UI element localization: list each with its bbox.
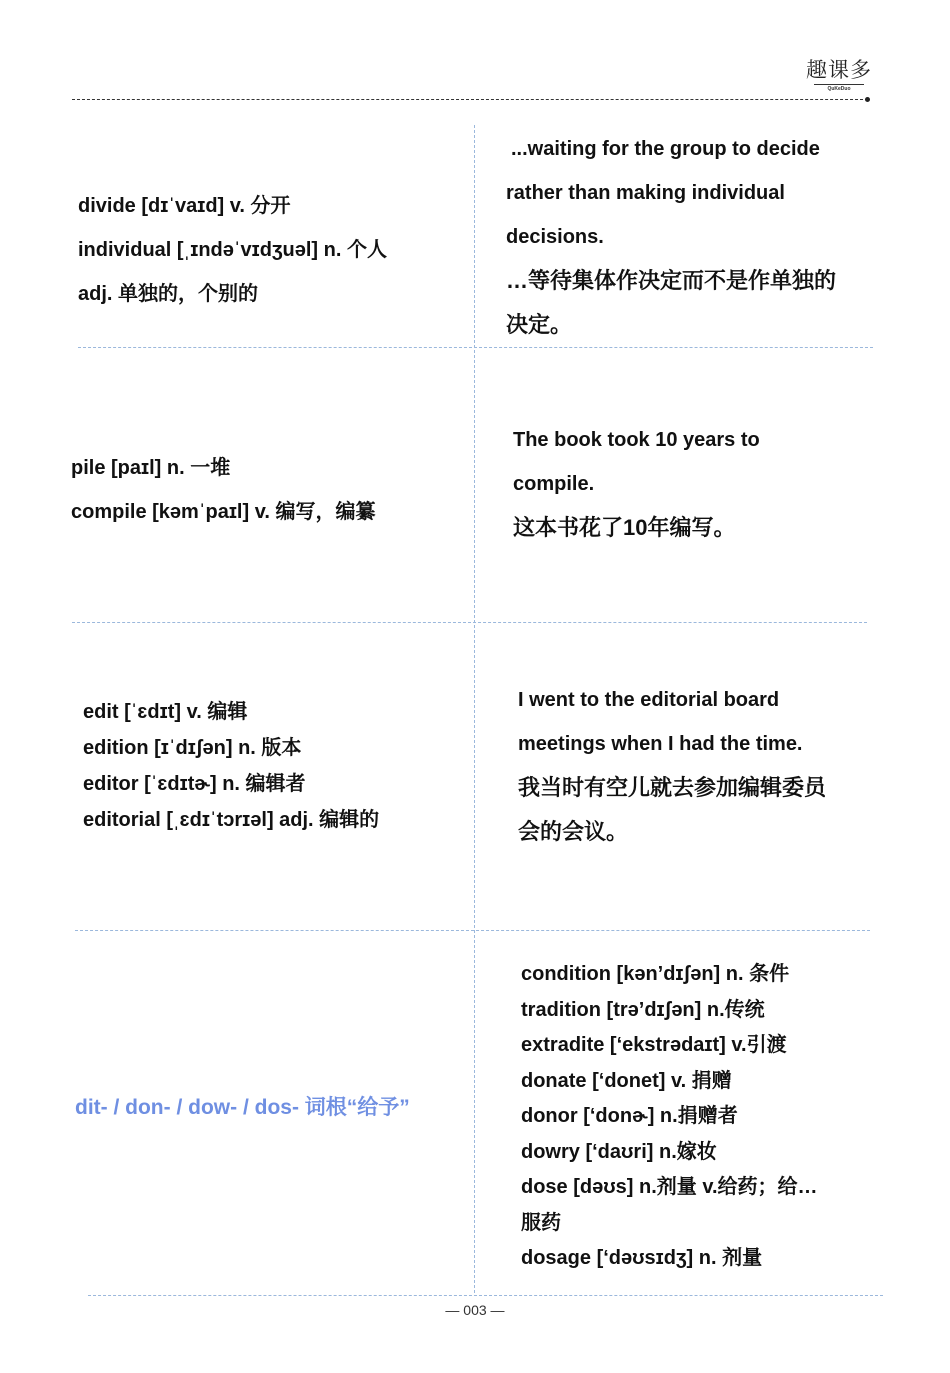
example-zh-line: 会的会议。 bbox=[518, 819, 629, 844]
card-3-words bbox=[83, 694, 379, 838]
vocab-entry: condition [kən’dɪʃən] n. 条件 bbox=[521, 963, 790, 985]
header-divider-end-dot bbox=[865, 97, 870, 102]
example-en-line: The book took 10 years to bbox=[513, 429, 760, 451]
vocab-entry: dose [dəʊs] n.剂量 v.给药；给… bbox=[521, 1176, 818, 1198]
row-divider-bottom bbox=[88, 1295, 883, 1296]
example-en-line: ...waiting for the group to decide bbox=[511, 138, 820, 160]
vocab-entry: 服药 bbox=[521, 1211, 561, 1234]
example-en-line: meetings when I had the time. bbox=[518, 733, 803, 755]
page-number: — 003 — bbox=[445, 1302, 505, 1318]
example-zh-line: …等待集体作决定而不是作单独的 bbox=[506, 268, 837, 293]
header-divider bbox=[72, 99, 868, 100]
card-2-example bbox=[513, 418, 760, 550]
brand-logo bbox=[806, 58, 872, 92]
vocab-entry: dosage [‘dəʊsɪdʒ] n. 剂量 bbox=[521, 1247, 763, 1269]
example-zh-line: 这本书花了10年编写。 bbox=[513, 515, 736, 540]
vocab-entry: donor [‘donɚ] n.捐赠者 bbox=[521, 1105, 738, 1127]
logo-mark: 趣课多 bbox=[806, 58, 872, 82]
row-divider-1 bbox=[78, 347, 873, 348]
example-en-line: I went to the editorial board bbox=[518, 689, 780, 711]
card-1-example bbox=[506, 127, 836, 347]
column-divider bbox=[474, 125, 475, 1293]
row-divider-3 bbox=[75, 930, 870, 931]
vocab-entry: pile [paɪl] n. 一堆 bbox=[71, 457, 231, 479]
vocab-entry: edition [ɪˈdɪʃən] n. 版本 bbox=[83, 737, 302, 759]
vocab-entry: editor [ˈɛdɪtɚ] n. 编辑者 bbox=[83, 773, 306, 795]
vocab-entry: donate [‘donet] v. 捐赠 bbox=[521, 1069, 732, 1092]
vocab-entry: individual [ˌɪndəˈvɪdʒuəl] n. 个人 bbox=[78, 239, 387, 261]
example-en-line: decisions. bbox=[506, 226, 604, 248]
vocab-entry: adj. 单独的，个别的 bbox=[78, 283, 259, 305]
example-zh-line: 我当时有空儿就去参加编辑委员 bbox=[518, 775, 827, 800]
example-en-line: rather than making individual bbox=[506, 182, 785, 204]
card-1-words bbox=[78, 184, 387, 316]
word-root-heading: dit- / don- / dow- / dos- 词根“给予” bbox=[75, 1096, 410, 1119]
vocab-entry: dowry [‘daʊri] n.嫁妆 bbox=[521, 1140, 717, 1163]
vocab-entry: extradite [‘ekstrədaɪt] v.引渡 bbox=[521, 1034, 787, 1056]
card-3-example bbox=[518, 678, 826, 854]
example-zh-line: 决定。 bbox=[506, 312, 573, 337]
vocab-entry: editorial [ˌɛdɪˈtɔrɪəl] adj. 编辑的 bbox=[83, 809, 380, 831]
vocab-entry: compile [kəmˈpaɪl] v. 编写，编纂 bbox=[71, 501, 376, 523]
card-2-words bbox=[71, 446, 375, 534]
logo-subtitle: QuKeDuo bbox=[814, 84, 864, 92]
card-4-words bbox=[521, 957, 818, 1277]
vocab-entry: divide [dɪˈvaɪd] v. 分开 bbox=[78, 195, 291, 217]
vocab-entry: tradition [trə’dɪʃən] n.传统 bbox=[521, 998, 765, 1021]
row-divider-2 bbox=[72, 622, 867, 623]
vocab-entry: edit [ˈɛdɪt] v. 编辑 bbox=[83, 701, 248, 723]
example-en-line: compile. bbox=[513, 473, 595, 495]
